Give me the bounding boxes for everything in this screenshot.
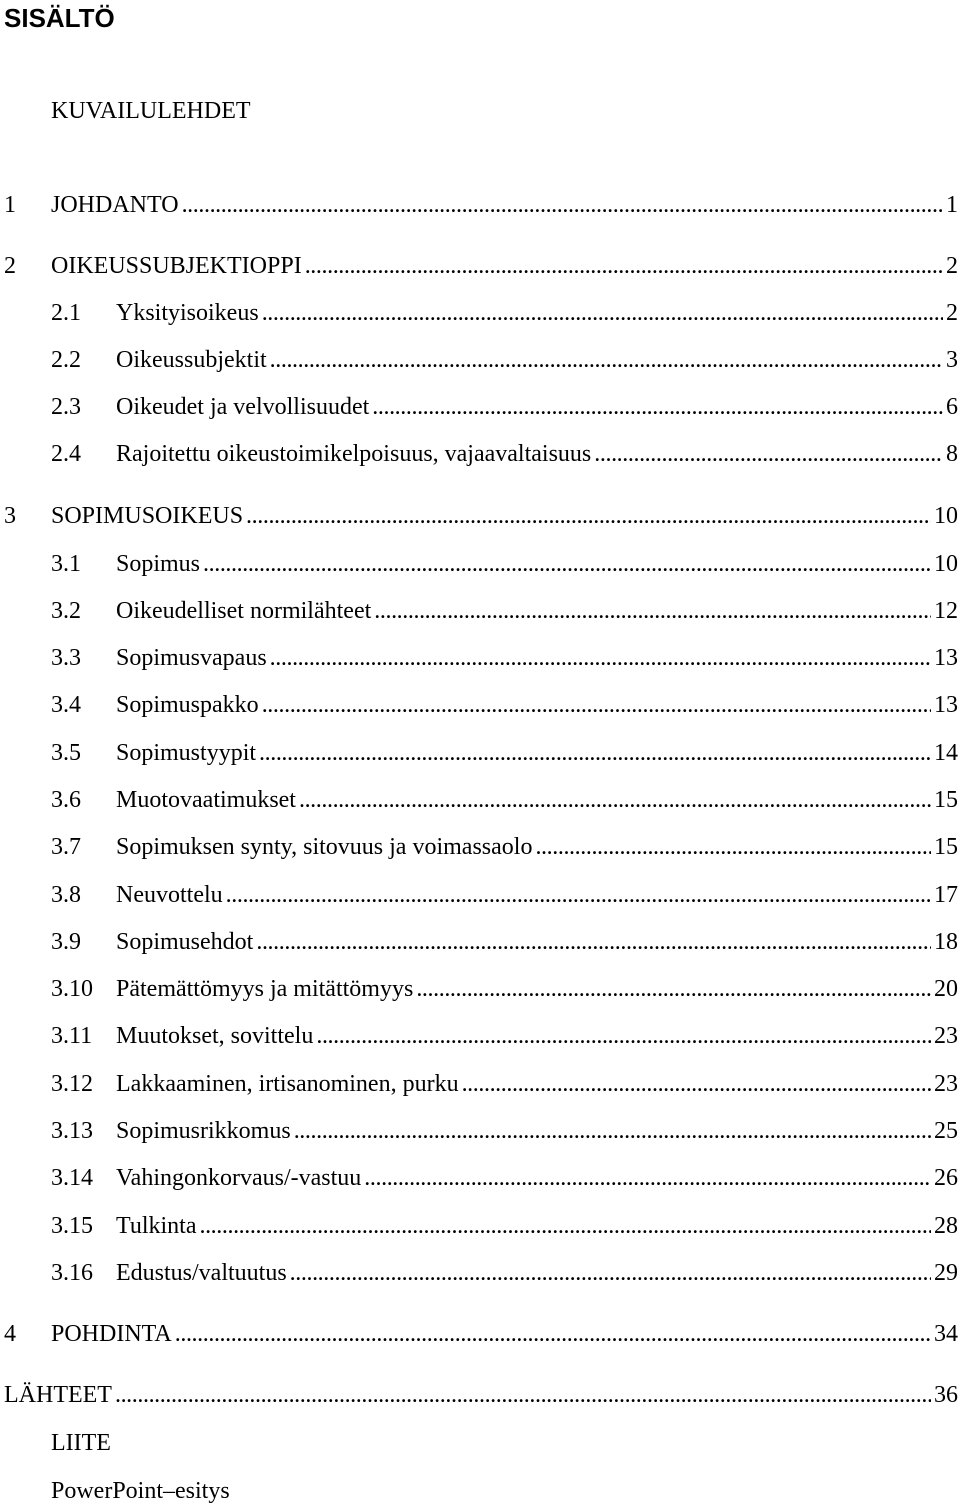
toc-title: Sopimustyypit (116, 740, 257, 766)
toc-number: 3.3 (51, 645, 81, 671)
toc-page-number: 25 (934, 1118, 958, 1144)
toc-entry-3-6[interactable] (0, 785, 958, 815)
toc-leader-dots (226, 880, 931, 910)
toc-page-number: 2 (946, 253, 958, 279)
toc-title: Oikeussubjektit (116, 347, 267, 373)
toc-page-number: 3 (946, 347, 958, 373)
toc-title: Sopimusrikkomus (116, 1118, 291, 1144)
toc-title: Neuvottelu (116, 882, 223, 908)
toc-page-number: 15 (934, 834, 958, 860)
toc-number: 3.1 (51, 551, 81, 577)
toc-entry-3-8[interactable] (0, 880, 958, 910)
toc-number: 3.2 (51, 598, 81, 624)
toc-entry-3-3[interactable] (0, 643, 958, 673)
toc-title: Yksityisoikeus (116, 300, 259, 326)
toc-leader-dots (535, 832, 931, 862)
toc-page-number: 14 (934, 740, 958, 766)
toc-entry-3-13[interactable] (0, 1116, 958, 1146)
toc-entry-3-11[interactable] (0, 1021, 958, 1051)
toc-title: Tulkinta (116, 1213, 197, 1239)
toc-appendix-heading (0, 1428, 958, 1458)
toc-heading-label: KUVAILULEHDET (51, 98, 251, 124)
toc-leader-dots (270, 345, 943, 375)
toc-leader-dots (256, 927, 931, 957)
toc-page-number: 23 (934, 1023, 958, 1049)
appendix-item-label: PowerPoint–esitys (51, 1478, 230, 1504)
toc-entry-3-10[interactable] (0, 974, 958, 1004)
toc-number: 2 (4, 253, 16, 279)
toc-title: Sopimusvapaus (116, 645, 267, 671)
toc-title: SOPIMUSOIKEUS (51, 503, 244, 529)
toc-leader-dots (262, 298, 943, 328)
toc-page-number: 1 (946, 192, 958, 218)
toc-leader-dots (305, 251, 943, 281)
toc-title: Oikeudelliset normilähteet (116, 598, 372, 624)
toc-number: 1 (4, 192, 16, 218)
toc-title: Vahingonkorvaus/-vastuu (116, 1165, 362, 1191)
toc-page-number: 29 (934, 1260, 958, 1286)
toc-entry-chapter-2[interactable] (0, 251, 958, 281)
toc-title: Rajoitettu oikeustoimikelpoisuus, vajaavaltaisuus (116, 441, 592, 467)
toc-entry-2-1[interactable] (0, 298, 958, 328)
toc-number: 3.6 (51, 787, 81, 813)
toc-page-number: 10 (934, 503, 958, 529)
toc-entry-references[interactable] (0, 1380, 958, 1410)
toc-page-number: 2 (946, 300, 958, 326)
toc-entry-chapter-3[interactable] (0, 501, 958, 531)
toc-leader-dots (364, 1163, 931, 1193)
toc-leader-dots (182, 190, 943, 220)
toc-title: Lakkaaminen, irtisanominen, purku (116, 1071, 459, 1097)
toc-title: POHDINTA (51, 1321, 172, 1347)
toc-number: 3.10 (51, 976, 93, 1002)
toc-leader-dots (270, 643, 931, 673)
toc-page-number: 34 (934, 1321, 958, 1347)
toc-number: 3.8 (51, 882, 81, 908)
toc-entry-2-4[interactable] (0, 439, 958, 469)
toc-page-number: 13 (934, 645, 958, 671)
toc-leader-dots (259, 738, 931, 768)
toc-title: Edustus/valtuutus (116, 1260, 287, 1286)
toc-number: 2.4 (51, 441, 81, 467)
toc-title: Sopimuksen synty, sitovuus ja voimassaolo (116, 834, 533, 860)
toc-entry-3-1[interactable] (0, 549, 958, 579)
toc-title: LÄHTEET (4, 1382, 112, 1408)
toc-entry-chapter-1[interactable] (0, 190, 958, 220)
toc-leader-dots (372, 392, 943, 422)
toc-leader-dots (416, 974, 931, 1004)
toc-number: 2.2 (51, 347, 81, 373)
toc-number: 3 (4, 503, 16, 529)
toc-leader-dots (175, 1319, 931, 1349)
toc-entry-3-7[interactable] (0, 832, 958, 862)
toc-leader-dots (316, 1021, 931, 1051)
toc-page-number: 20 (934, 976, 958, 1002)
toc-entry-chapter-4[interactable] (0, 1319, 958, 1349)
page-title: SISÄLTÖ (4, 3, 115, 33)
toc-number: 2.3 (51, 394, 81, 420)
toc-entry-3-5[interactable] (0, 738, 958, 768)
toc-entry-3-12[interactable] (0, 1069, 958, 1099)
toc-title: JOHDANTO (51, 192, 179, 218)
toc-page-number: 8 (946, 441, 958, 467)
toc-leader-dots (203, 549, 931, 579)
toc-number: 3.4 (51, 692, 81, 718)
toc-page-number: 26 (934, 1165, 958, 1191)
toc-title: Oikeudet ja velvollisuudet (116, 394, 370, 420)
toc-title: Pätemättömyys ja mitättömyys (116, 976, 414, 1002)
toc-page-number: 6 (946, 394, 958, 420)
toc-entry-2-3[interactable] (0, 392, 958, 422)
toc-page-number: 28 (934, 1213, 958, 1239)
toc-entry-3-14[interactable] (0, 1163, 958, 1193)
toc-page-number: 10 (934, 551, 958, 577)
toc-number: 3.11 (51, 1023, 93, 1049)
toc-number: 2.1 (51, 300, 81, 326)
toc-heading-kuvailulehdet (0, 96, 958, 126)
toc-entry-3-15[interactable] (0, 1211, 958, 1241)
toc-leader-dots (115, 1380, 931, 1410)
toc-title: Muutokset, sovittelu (116, 1023, 314, 1049)
toc-number: 3.7 (51, 834, 81, 860)
toc-leader-dots (290, 1258, 931, 1288)
toc-title: Sopimusehdot (116, 929, 254, 955)
toc-page-number: 17 (934, 882, 958, 908)
toc-number: 4 (4, 1321, 16, 1347)
toc-number: 3.12 (51, 1071, 93, 1097)
toc-appendix-item (0, 1476, 958, 1506)
toc-entry-3-4[interactable] (0, 690, 958, 720)
toc-page-number: 15 (934, 787, 958, 813)
appendix-label: LIITE (51, 1430, 111, 1456)
toc-entry-3-16[interactable] (0, 1258, 958, 1288)
toc-number: 3.13 (51, 1118, 93, 1144)
toc-number: 3.9 (51, 929, 81, 955)
toc-title: OIKEUSSUBJEKTIOPPI (51, 253, 302, 279)
toc-leader-dots (262, 690, 931, 720)
toc-page-number: 23 (934, 1071, 958, 1097)
toc-title: Sopimus (116, 551, 201, 577)
toc-number: 3.14 (51, 1165, 93, 1191)
toc-leader-dots (294, 1116, 931, 1146)
toc-number: 3.15 (51, 1213, 93, 1239)
toc-number: 3.5 (51, 740, 81, 766)
toc-page-number: 18 (934, 929, 958, 955)
toc-entry-3-2[interactable] (0, 596, 958, 626)
toc-page-number: 36 (934, 1382, 958, 1408)
toc-leader-dots (299, 785, 931, 815)
toc-leader-dots (246, 501, 931, 531)
toc-leader-dots (594, 439, 943, 469)
toc-leader-dots (374, 596, 931, 626)
toc-entry-3-9[interactable] (0, 927, 958, 957)
toc-page-number: 13 (934, 692, 958, 718)
toc-entry-2-2[interactable] (0, 345, 958, 375)
toc-leader-dots (462, 1069, 931, 1099)
toc-page-number: 12 (934, 598, 958, 624)
toc-title: Sopimuspakko (116, 692, 259, 718)
toc-number: 3.16 (51, 1260, 93, 1286)
toc-title: Muotovaatimukset (116, 787, 296, 813)
toc-leader-dots (199, 1211, 931, 1241)
